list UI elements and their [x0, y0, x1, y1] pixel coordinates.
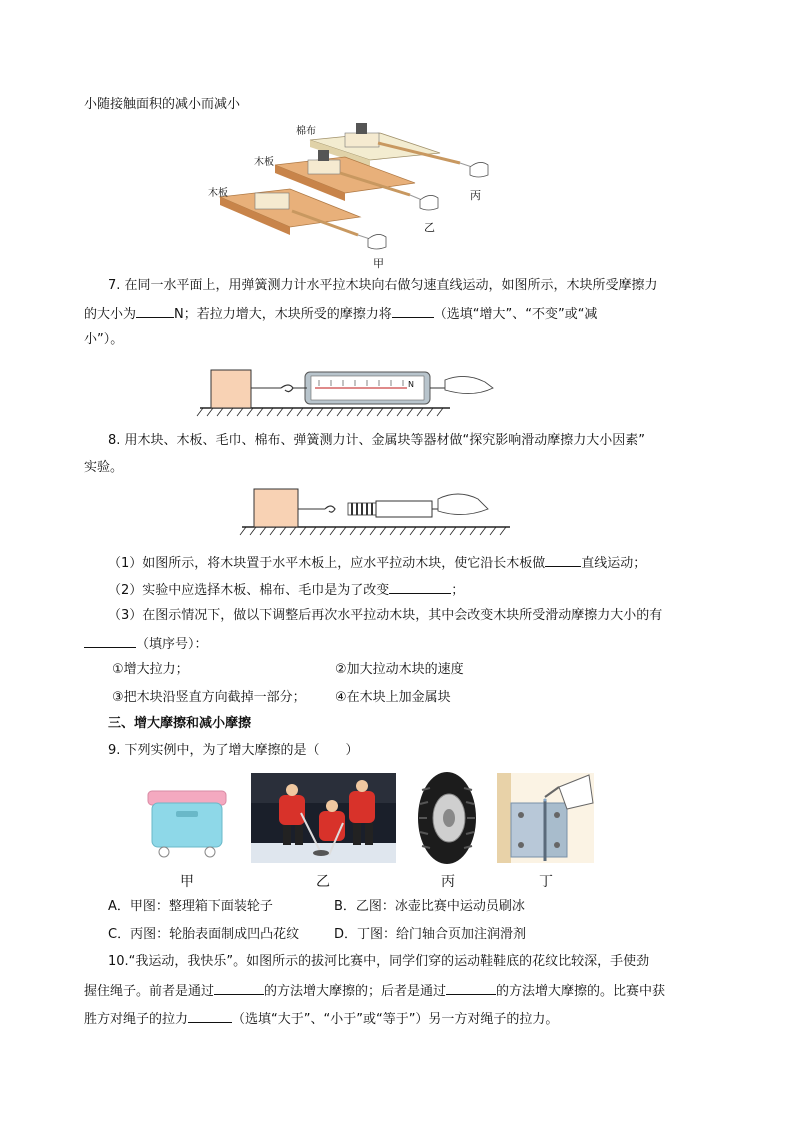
top-text: 小随接触面积的减小而减小 [84, 97, 241, 112]
label-cotton: 棉布 [296, 126, 316, 137]
friction-experiment-figure [240, 485, 530, 543]
q8-sub3: （3）在图示情况下，做以下调整后再次水平拉动木块，其中会改变木块所受滑动摩擦力大小的有 [108, 608, 663, 623]
image-tire [416, 770, 478, 866]
q9-caption-ding: 丁 [539, 874, 553, 890]
q8-sub1-text-a: （1）如图所示，将木块置于水平木板上，应水平拉动木块，使它沿长木板做 [108, 556, 546, 571]
spring-scale-figure [195, 362, 505, 424]
q9-option-d[interactable]: D．丁图：给门轴合页加注润滑剂 [334, 927, 527, 942]
q9-option-a[interactable]: A．甲图：整理箱下面装轮子 [108, 899, 273, 914]
q8-option-1: ①增大拉力； [112, 662, 189, 677]
q7-blank-1[interactable] [136, 303, 174, 318]
q8-sub1 [108, 552, 646, 574]
boards-drawing [200, 115, 500, 265]
q8-sub3b-text: （填序号）： [136, 637, 208, 652]
q9-option-c[interactable]: C．丙图：轮胎表面制成凹凸花纹 [108, 927, 300, 942]
q9-stem: 9. 下列实例中，为了增大摩擦的是（ ） [108, 743, 359, 758]
q8-line1: 8. 用木块、木板、毛巾、棉布、弹簧测力计、金属块等器材做“探究影响滑动摩擦力大小因素” [108, 433, 646, 448]
image-storage-box [142, 773, 232, 863]
q10-line1: 10.“我运动，我快乐”。如图所示的拔河比赛中，同学们穿的运动鞋鞋底的花纹比较深，手使劲 [108, 954, 650, 969]
q8-blank-2[interactable] [389, 579, 451, 594]
q9-option-b[interactable]: B．乙图：冰壶比赛中运动员刷冰 [334, 899, 525, 914]
scale-unit: N [408, 380, 414, 389]
q8-sub1-text-b: 直线运动； [581, 556, 647, 571]
q9-caption-yi: 乙 [316, 874, 330, 890]
q8-sub3b [84, 633, 208, 655]
q10-blank-3[interactable] [188, 1008, 232, 1023]
image-hinge-oil [497, 773, 594, 863]
q8-option-3: ③把木块沿竖直方向截掉一部分； [112, 690, 306, 705]
label-jia: 甲 [373, 257, 384, 270]
q8-sub2-text-b: ； [451, 583, 465, 598]
label-bing: 丙 [470, 189, 481, 202]
label-wood-b: 木板 [254, 157, 274, 168]
q7-text-c: （选填“增大”、“不变”或“减 [433, 307, 598, 322]
q10-text-a: 握住绳子。前者是通过 [84, 984, 215, 999]
q8-sub2-text-a: （2）实验中应选择木板、棉布、毛巾是为了改变 [108, 583, 390, 598]
experiment-drawing [240, 485, 530, 543]
q7-line2 [84, 303, 597, 325]
q10-text-e: （选填“大于”、“小于”或“等于”）另一方对绳子的拉力。 [232, 1012, 559, 1027]
q8-option-2: ②加大拉动木块的速度 [335, 662, 464, 677]
q7-line3: 小”）。 [84, 332, 124, 347]
q8-line2: 实验。 [84, 460, 124, 475]
friction-boards-figure [200, 115, 500, 270]
image-curling [251, 773, 396, 863]
storage-box-drawing [142, 773, 232, 863]
q10-line2 [84, 980, 665, 1002]
q10-text-b: 的方法增大摩擦的；后者是通过 [264, 984, 447, 999]
hinge-drawing [497, 773, 594, 863]
tire-drawing [416, 770, 478, 866]
q9-caption-bing: 丙 [441, 874, 455, 890]
q7-text-b: N；若拉力增大，木块所受的摩擦力将 [174, 307, 392, 322]
q8-sub2 [108, 579, 464, 601]
spring-scale-drawing [195, 362, 505, 424]
q10-text-d: 胜方对绳子的拉力 [84, 1012, 189, 1027]
q10-blank-1[interactable] [214, 980, 264, 995]
curling-drawing [251, 773, 396, 863]
q7-blank-2[interactable] [392, 303, 434, 318]
q8-blank-1[interactable] [545, 552, 581, 567]
q8-blank-3[interactable] [84, 633, 136, 648]
q10-blank-2[interactable] [446, 980, 496, 995]
section-3-heading: 三、增大摩擦和减小摩擦 [108, 716, 252, 731]
q9-caption-jia: 甲 [180, 874, 194, 890]
q10-line3 [84, 1008, 558, 1030]
label-yi: 乙 [424, 221, 435, 234]
q7-text-a: 的大小为 [84, 307, 137, 322]
q10-text-c: 的方法增大摩擦的。比赛中获 [496, 984, 666, 999]
label-wood-a: 木板 [208, 188, 228, 199]
q8-option-4: ④在木块上加金属块 [335, 690, 451, 705]
q7-line1: 7. 在同一水平面上，用弹簧测力计水平拉木块向右做匀速直线运动，如图所示，木块所受摩擦力 [108, 278, 658, 293]
